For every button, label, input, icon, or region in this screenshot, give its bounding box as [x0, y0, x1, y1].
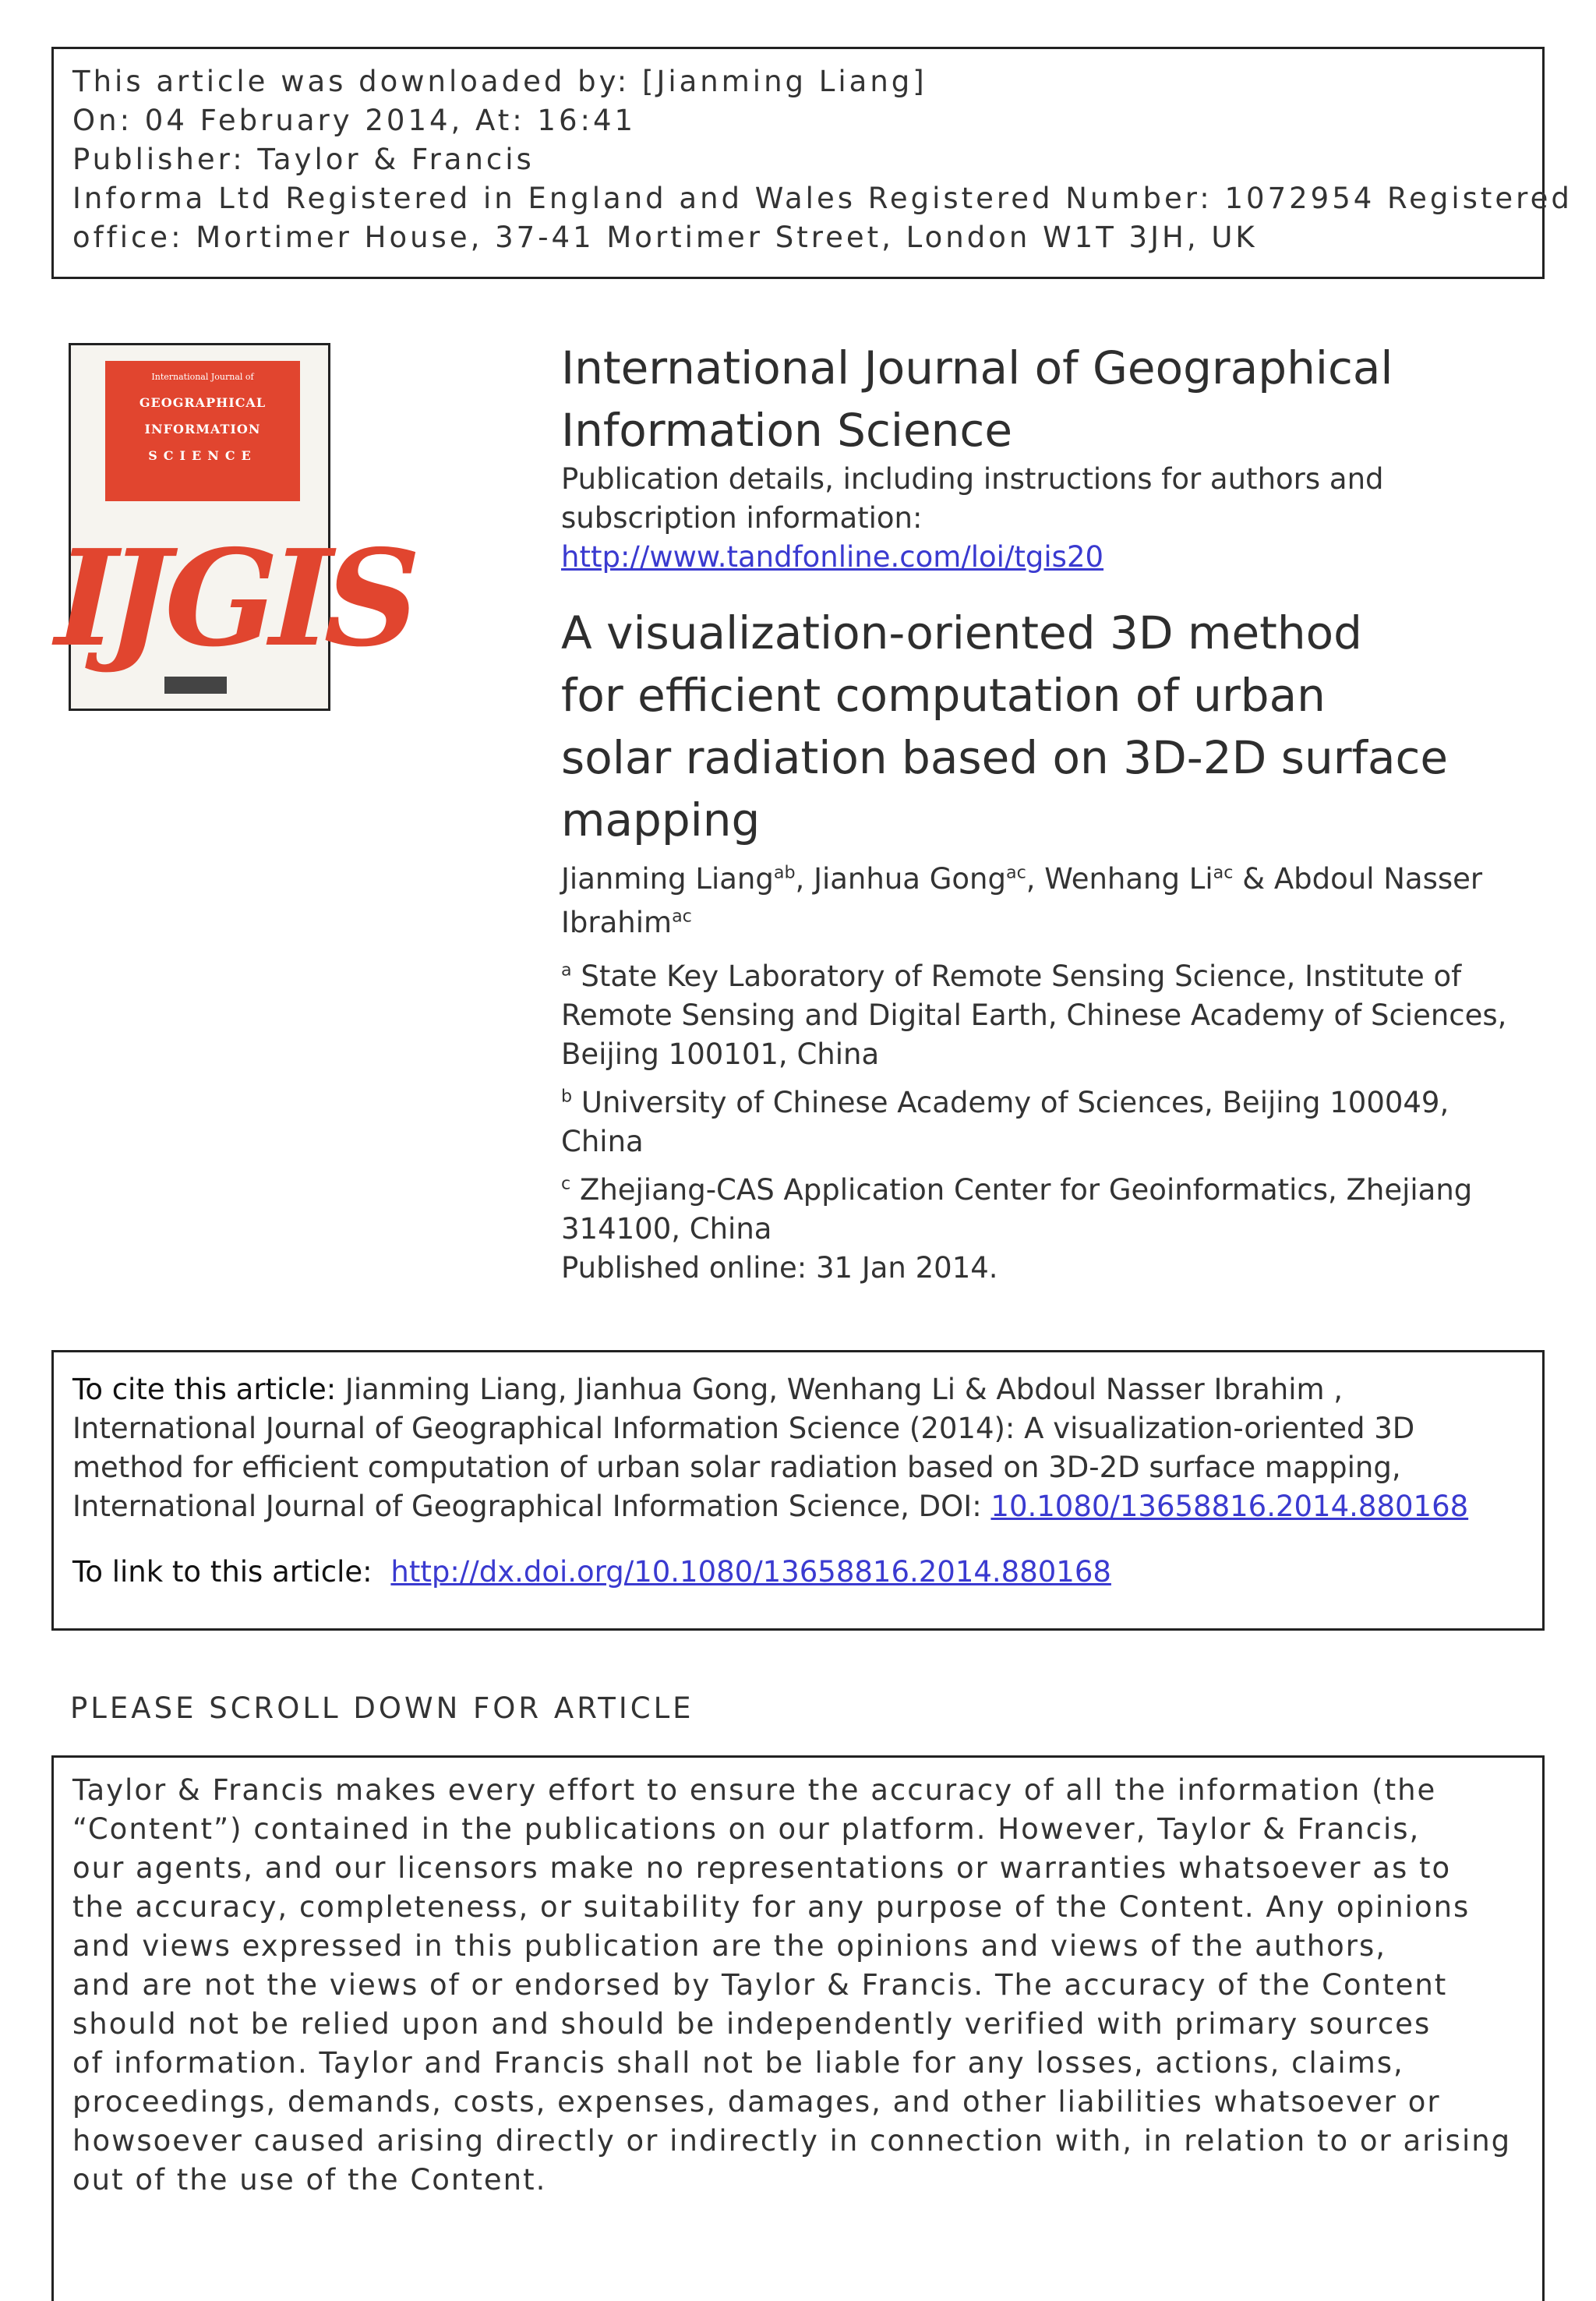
disclaimer-box	[51, 1755, 1545, 2301]
pub-details-line: Publication details, including instructions for authors and	[561, 462, 1384, 496]
author-name: Ibrahim	[561, 906, 673, 939]
author-separator: &	[1233, 862, 1274, 896]
citation-line	[72, 1373, 1343, 1406]
disclaimer-line: our agents, and our licensors make no representations or warranties whatsoever as to	[72, 1851, 1452, 1885]
affiliation-mark: b	[561, 1086, 573, 1107]
download-line: Publisher: Taylor & Francis	[72, 143, 535, 176]
journal-title	[561, 337, 1520, 461]
cover-header: International Journal of	[151, 372, 254, 382]
disclaimer-line: and are not the views of or endorsed by Taylor & Francis. The accuracy of the Content	[72, 1968, 1448, 2002]
affiliation-line: Remote Sensing and Digital Earth, Chinese Academy of Sciences,	[561, 999, 1507, 1032]
disclaimer-line: “Content”) contained in the publications on our platform. However, Taylor & Francis,	[72, 1812, 1421, 1846]
publication-details	[561, 460, 1520, 577]
journal-url-link[interactable]: http://www.tandfonline.com/loi/tgis20	[561, 540, 1104, 574]
journal-title-line: International Journal of Geographical	[561, 341, 1393, 394]
author-affiliation-mark: ab	[773, 862, 796, 883]
disclaimer-line: should not be relied upon and should be independently verified with primary sources	[72, 2007, 1432, 2041]
affiliation-line: China	[561, 1125, 644, 1158]
disclaimer-line: out of the use of the Content.	[72, 2163, 547, 2197]
affiliation-line: State Key Laboratory of Remote Sensing Science, Institute of	[581, 960, 1462, 993]
citation-text: International Journal of Geographical Information Science, DOI:	[72, 1490, 991, 1523]
cover-red-panel	[105, 361, 300, 501]
cover-line1: GEOGRAPHICAL	[139, 395, 267, 410]
article-title	[561, 602, 1520, 851]
cover-line3: SCIENCE	[148, 448, 257, 463]
disclaimer-line: and views expressed in this publication are the opinions and views of the authors,	[72, 1929, 1387, 1963]
disclaimer-line: proceedings, demands, costs, expenses, damages, and other liabilities whatsoever or	[72, 2085, 1441, 2119]
disclaimer-line: of information. Taylor and Francis shall not be liable for any losses, actions, claims,	[72, 2046, 1404, 2080]
affiliation-mark: c	[561, 1173, 571, 1194]
download-line: office: Mortimer House, 37-41 Mortimer Street, London W1T 3JH, UK	[72, 221, 1258, 254]
affiliation-mark: a	[561, 960, 572, 981]
journal-title-line: Information Science	[561, 404, 1013, 457]
article-title-line: solar radiation based on 3D-2D surface	[561, 731, 1449, 784]
download-line: On: 04 February 2014, At: 16:41	[72, 104, 637, 137]
affiliation-b	[561, 1083, 1520, 1161]
article-title-line: A visualization-oriented 3D method	[561, 606, 1362, 659]
publisher-logo	[164, 677, 227, 694]
cover-line2: INFORMATION	[144, 422, 261, 437]
author-name: Jianming Liang	[561, 862, 774, 896]
article-title-line: mapping	[561, 794, 761, 847]
affiliation-c	[561, 1171, 1520, 1288]
author-name: Jianhua Gong	[814, 862, 1006, 896]
author-affiliation-mark: ac	[672, 906, 692, 927]
disclaimer-line: the accuracy, completeness, or suitability for any purpose of the Content. Any opinions	[72, 1890, 1471, 1924]
citation-line: method for efficient computation of urban solar radiation based on 3D-2D surface mapping,	[72, 1451, 1401, 1484]
affiliation-line: 314100, China	[561, 1212, 772, 1246]
affiliation-line: Beijing 100101, China	[561, 1037, 880, 1071]
cite-label: To cite this article:	[72, 1373, 337, 1406]
author-affiliation-mark: ac	[1005, 862, 1026, 883]
author-list	[561, 857, 1520, 945]
download-line: Informa Ltd Registered in England and Wales Registered Number: 1072954 Registered	[72, 182, 1573, 215]
disclaimer-line: howsoever caused arising directly or indirectly in connection with, in relation to or arising	[72, 2124, 1512, 2158]
author-separator: ,	[795, 862, 814, 896]
download-line: This article was downloaded by: [Jianming Liang]	[72, 65, 927, 98]
author-separator: ,	[1026, 862, 1045, 896]
download-notice	[51, 47, 1573, 279]
published-online: Published online: 31 Jan 2014.	[561, 1251, 998, 1285]
link-label: To link to this article:	[72, 1555, 382, 1589]
disclaimer-line: Taylor & Francis makes every effort to ensure the accuracy of all the information (the	[72, 1773, 1437, 1807]
author-name: Abdoul Nasser	[1273, 862, 1483, 896]
cover-logo: IJGIS	[38, 521, 429, 677]
pub-details-line: subscription information:	[561, 501, 923, 535]
affiliation-line: University of Chinese Academy of Sciences, Beijing 100049,	[581, 1086, 1449, 1119]
article-title-line: for efficient computation of urban	[561, 669, 1326, 722]
author-affiliation-mark: ac	[1213, 862, 1234, 883]
citation-text: Jianming Liang, Jianhua Gong, Wenhang Li & Abdoul Nasser Ibrahim ,	[336, 1373, 1344, 1406]
affiliation-line: Zhejiang-CAS Application Center for Geoinformatics, Zhejiang	[579, 1173, 1473, 1207]
article-url-link[interactable]: http://dx.doi.org/10.1080/13658816.2014.880168	[390, 1555, 1111, 1589]
scroll-down-note: PLEASE SCROLL DOWN FOR ARTICLE	[70, 1691, 694, 1725]
journal-cover	[38, 343, 429, 711]
doi-link[interactable]: 10.1080/13658816.2014.880168	[990, 1490, 1469, 1523]
article-link-line	[72, 1555, 1111, 1589]
author-name: Wenhang Li	[1044, 862, 1213, 896]
citation-box	[51, 1350, 1545, 1631]
affiliation-a	[561, 957, 1520, 1074]
citation-line: International Journal of Geographical Information Science (2014): A visualization-oriented 3D	[72, 1412, 1415, 1445]
citation-line	[72, 1490, 1468, 1523]
